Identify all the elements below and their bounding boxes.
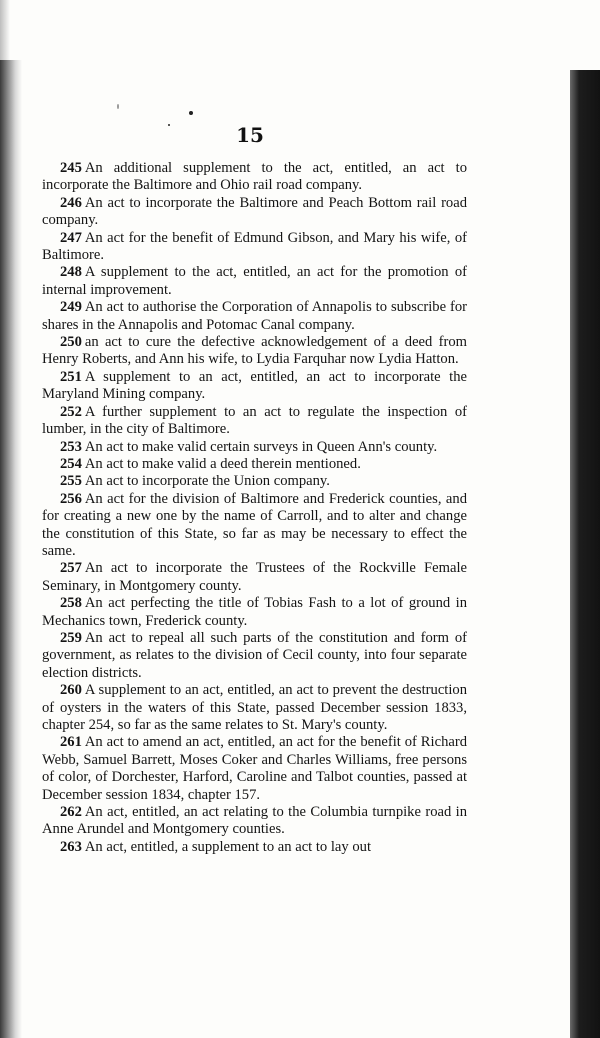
act-text: An act to authorise the Corporation of Annapolis to subscribe for shares in the Annapolis and Potomac Canal company. — [42, 299, 467, 333]
act-number: 261 — [60, 734, 82, 751]
act-text: An act to make valid certain surveys in Queen Ann's county. — [84, 438, 438, 455]
act-text: An act for the division of Baltimore and Frederick counties, and for creating a new one by the name of Carroll, and to alter and change the constitution of this State, so far as may be necessary to effect the same. — [42, 490, 467, 559]
act-entry — [42, 439, 467, 456]
act-entry — [42, 160, 467, 195]
act-number: 245 — [60, 160, 82, 176]
page-edge-shadow-left — [0, 60, 22, 1038]
ink-speck — [189, 111, 193, 115]
act-entry — [42, 804, 467, 839]
act-text: An act, entitled, an act relating to the Columbia turnpike road in Anne Arundel and Montgomery counties. — [42, 804, 467, 838]
act-number: 247 — [60, 229, 82, 246]
act-text: An act, entitled, a supplement to an act to lay out — [84, 838, 372, 855]
act-text: An act for the benefit of Edmund Gibson, and Mary his wife, of Baltimore. — [42, 229, 467, 264]
act-number: 249 — [60, 299, 82, 316]
act-entry — [42, 195, 467, 230]
act-text: A supplement to the act, entitled, an act for the promotion of internal improvement. — [42, 264, 467, 298]
act-entry — [42, 491, 467, 561]
act-number: 263 — [60, 838, 82, 855]
act-number: 257 — [60, 560, 82, 577]
act-entry — [42, 630, 467, 682]
act-text: An act to incorporate the Trustees of the Rockville Female Seminary, in Montgomery county. — [42, 560, 467, 594]
ink-speck — [117, 104, 119, 109]
act-number: 255 — [60, 473, 82, 490]
act-number: 262 — [60, 804, 82, 821]
act-number: 258 — [60, 595, 82, 612]
act-text: A supplement to an act, entitled, an act to incorporate the Maryland Mining company. — [42, 368, 467, 403]
act-text: An additional supplement to the act, entitled, an act to incorporate the Baltimore and Ohio rail road company. — [42, 160, 467, 194]
act-number: 251 — [60, 368, 82, 385]
act-text: An act to incorporate the Baltimore and Peach Bottom rail road company. — [42, 194, 467, 229]
act-number: 252 — [60, 403, 82, 420]
page-number: 15 — [236, 123, 264, 147]
act-number: 253 — [60, 438, 82, 455]
act-entry — [42, 264, 467, 299]
act-entry — [42, 230, 467, 265]
act-text: An act perfecting the title of Tobias Fash to a lot of ground in Mechanics town, Frederick county. — [42, 595, 467, 629]
act-entry — [42, 299, 467, 334]
act-number: 248 — [60, 264, 82, 281]
act-entry — [42, 473, 467, 490]
act-text: A further supplement to an act to regulate the inspection of lumber, in the city of Baltimore. — [42, 403, 467, 438]
act-entry — [42, 595, 467, 630]
act-entry — [42, 682, 467, 734]
act-number: 260 — [60, 682, 82, 699]
act-text: A supplement to an act, entitled, an act to prevent the destruction of oysters in the waters of this State, passed December session 1833, chapter 254, so far as the same relates to St. Mary's county. — [42, 682, 467, 733]
act-text: An act to amend an act, entitled, an act for the benefit of Richard Webb, Samuel Barrett, Moses Coker and Charles Williams, free persons of color, of Dorchester, Harford, Caroline and Talbot counties, passed at December session 1834, chapter 157. — [42, 734, 467, 803]
act-number: 259 — [60, 629, 82, 646]
act-text: An act to incorporate the Union company. — [84, 473, 330, 490]
act-entry — [42, 334, 467, 369]
act-entry — [42, 734, 467, 804]
act-number: 250 — [60, 334, 82, 351]
act-text: An act to repeal all such parts of the constitution and form of government, as relates to the division of Cecil county, into four separate election districts. — [42, 629, 467, 681]
act-entry — [42, 369, 467, 404]
act-number: 254 — [60, 455, 82, 472]
act-text: An act to make valid a deed therein mentioned. — [84, 455, 361, 472]
act-list — [42, 160, 467, 856]
act-number: 256 — [60, 490, 82, 507]
act-text: an act to cure the defective acknowledgement of a deed from Henry Roberts, and Ann his wife, to Lydia Farquhar now Lydia Hatton. — [42, 334, 467, 368]
act-entry — [42, 560, 467, 595]
act-number: 246 — [60, 194, 82, 211]
act-entry — [42, 839, 467, 856]
act-entry — [42, 456, 467, 473]
act-entry — [42, 404, 467, 439]
book-binding-edge — [570, 70, 600, 1038]
